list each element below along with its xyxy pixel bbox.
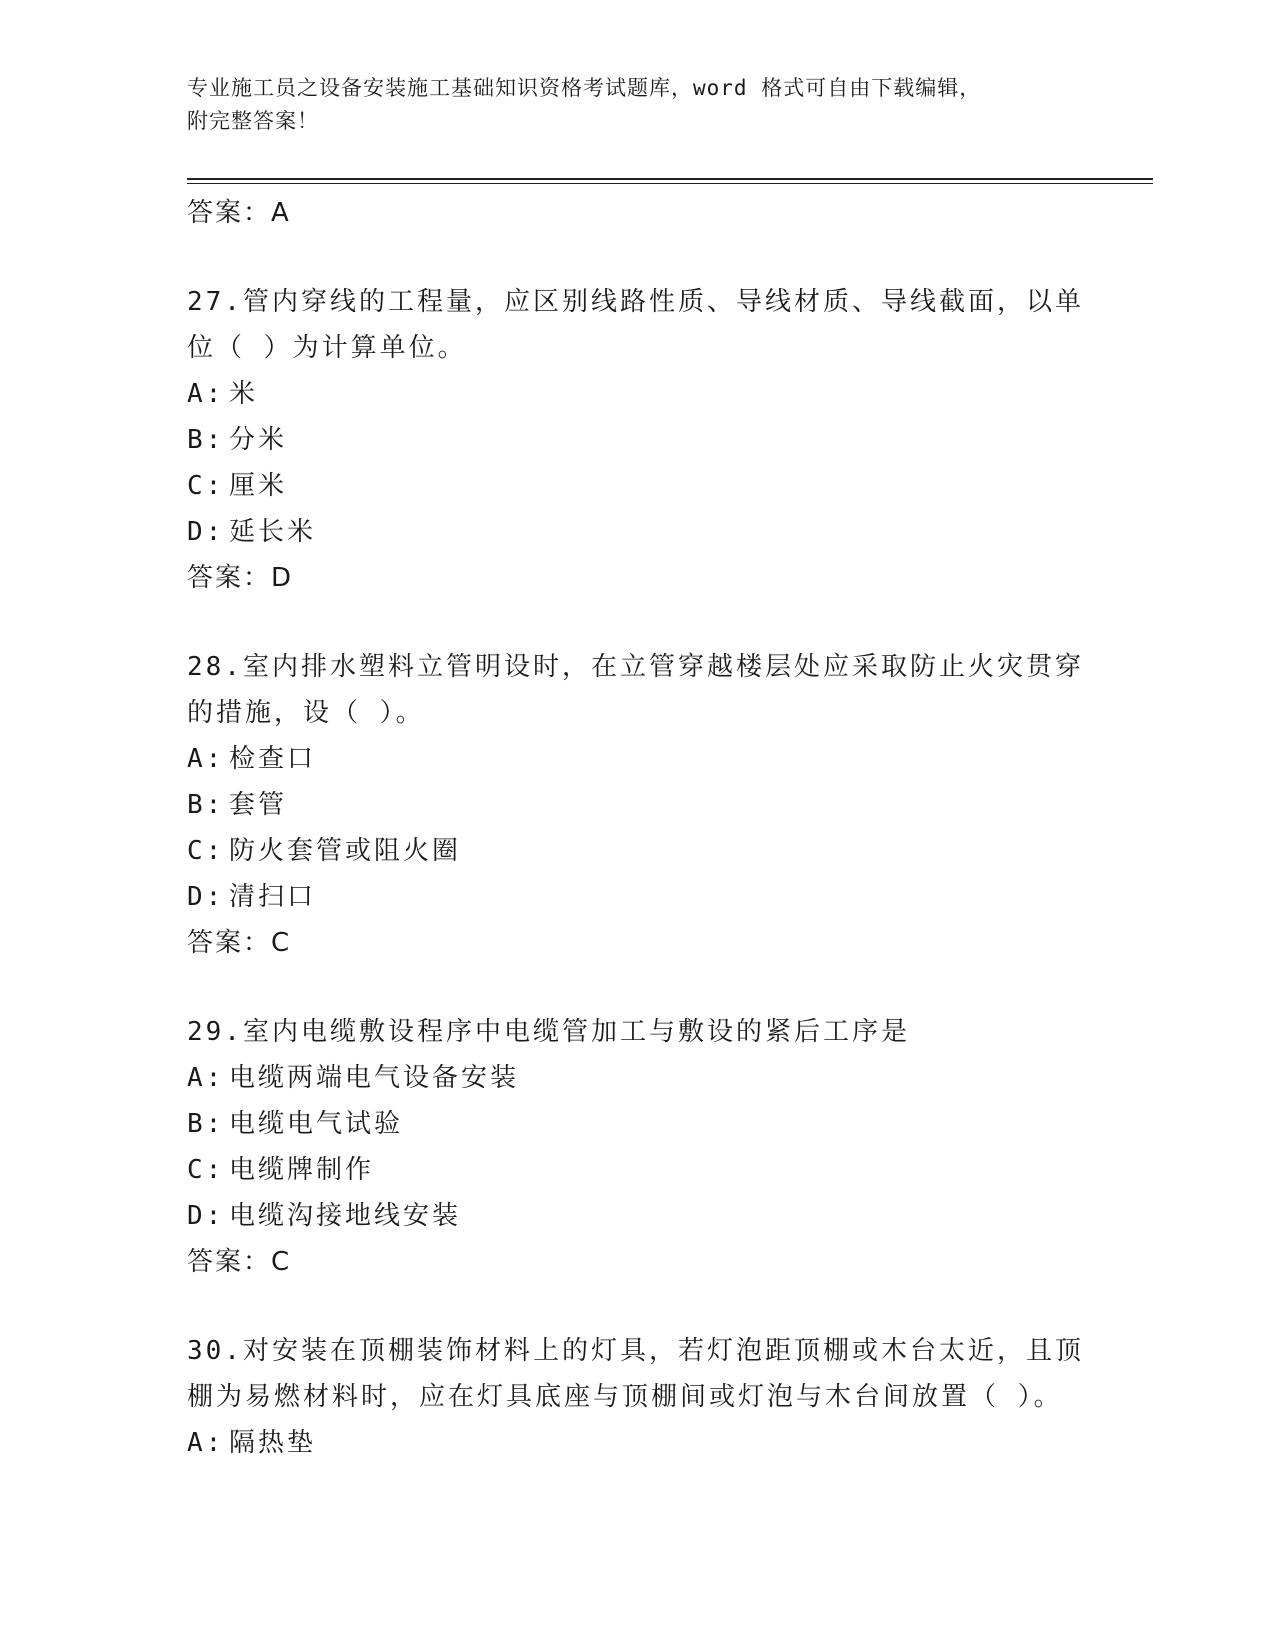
option-text: 电缆沟接地线安装 <box>229 1201 462 1231</box>
option-d <box>187 1193 1087 1239</box>
header-rule-thin <box>187 183 1153 184</box>
option-text: 分米 <box>229 425 288 455</box>
question-text-line: 29.室内电缆敷设程序中电缆管加工与敷设的紧后工序是 <box>187 1017 910 1047</box>
header-line-1: 专业施工员之设备安装施工基础知识资格考试题库，word 格式可自由下载编辑， <box>187 76 982 100</box>
question-text <box>187 1009 1087 1055</box>
option-c <box>187 828 1087 874</box>
question-text-line: 30.对安装在顶棚装饰材料上的灯具，若灯泡距顶棚或木台太近，且顶 <box>187 1336 1084 1366</box>
header-line-2: 附完整答案！ <box>187 109 319 133</box>
option-key: B: <box>187 425 225 455</box>
option-text: 防火套管或阻火圈 <box>229 836 462 866</box>
question-text <box>187 644 1087 736</box>
option-key: D: <box>187 882 225 912</box>
question-list <box>187 190 1087 1466</box>
option-text: 厘米 <box>229 471 288 501</box>
question-30 <box>187 1328 1087 1466</box>
question-text <box>187 1328 1087 1420</box>
option-text: 电缆两端电气设备安装 <box>229 1063 520 1093</box>
option-text: 套管 <box>229 790 288 820</box>
answer-line: 答案：C <box>187 1247 292 1277</box>
option-text: 清扫口 <box>229 882 317 912</box>
option-key: B: <box>187 1109 225 1139</box>
answer-line: 答案：D <box>187 563 294 593</box>
answer-line: 答案：C <box>187 928 292 958</box>
option-text: 电缆牌制作 <box>229 1155 375 1185</box>
option-text: 电缆电气试验 <box>229 1109 404 1139</box>
option-a <box>187 1055 1087 1101</box>
option-text: 米 <box>229 379 259 409</box>
document-header <box>187 72 1087 138</box>
option-a <box>187 371 1087 417</box>
option-key: A: <box>187 379 225 409</box>
question-29 <box>187 1009 1087 1285</box>
option-key: D: <box>187 1201 225 1231</box>
option-c <box>187 1147 1087 1193</box>
option-key: C: <box>187 1155 225 1185</box>
question-28 <box>187 644 1087 966</box>
option-key: C: <box>187 836 225 866</box>
question-27 <box>187 279 1087 601</box>
question-text-line: 位（ ）为计算单位。 <box>187 333 467 363</box>
option-key: D: <box>187 517 225 547</box>
option-d <box>187 509 1087 555</box>
option-text: 延长米 <box>229 517 317 547</box>
option-a <box>187 736 1087 782</box>
option-a <box>187 1420 1087 1466</box>
question-text-line: 棚为易燃材料时，应在灯具底座与顶棚间或灯泡与木台间放置（ ）。 <box>187 1382 1063 1412</box>
option-key: C: <box>187 471 225 501</box>
option-c <box>187 463 1087 509</box>
question-text-line: 27.管内穿线的工程量，应区别线路性质、导线材质、导线截面，以单 <box>187 287 1084 317</box>
option-b <box>187 782 1087 828</box>
option-text: 检查口 <box>229 744 317 774</box>
option-key: B: <box>187 790 225 820</box>
header-rule-thick <box>187 178 1153 180</box>
option-b <box>187 1101 1087 1147</box>
question-text <box>187 279 1087 371</box>
option-key: A: <box>187 1428 225 1458</box>
option-b <box>187 417 1087 463</box>
option-key: A: <box>187 1063 225 1093</box>
answer-line: 答案：A <box>187 198 291 228</box>
question-text-line: 28.室内排水塑料立管明设时，在立管穿越楼层处应采取防止火灾贯穿 <box>187 652 1084 682</box>
option-key: A: <box>187 744 225 774</box>
question-text-line: 的措施，设（ ）。 <box>187 698 425 728</box>
option-d <box>187 874 1087 920</box>
option-text: 隔热垫 <box>229 1428 317 1458</box>
